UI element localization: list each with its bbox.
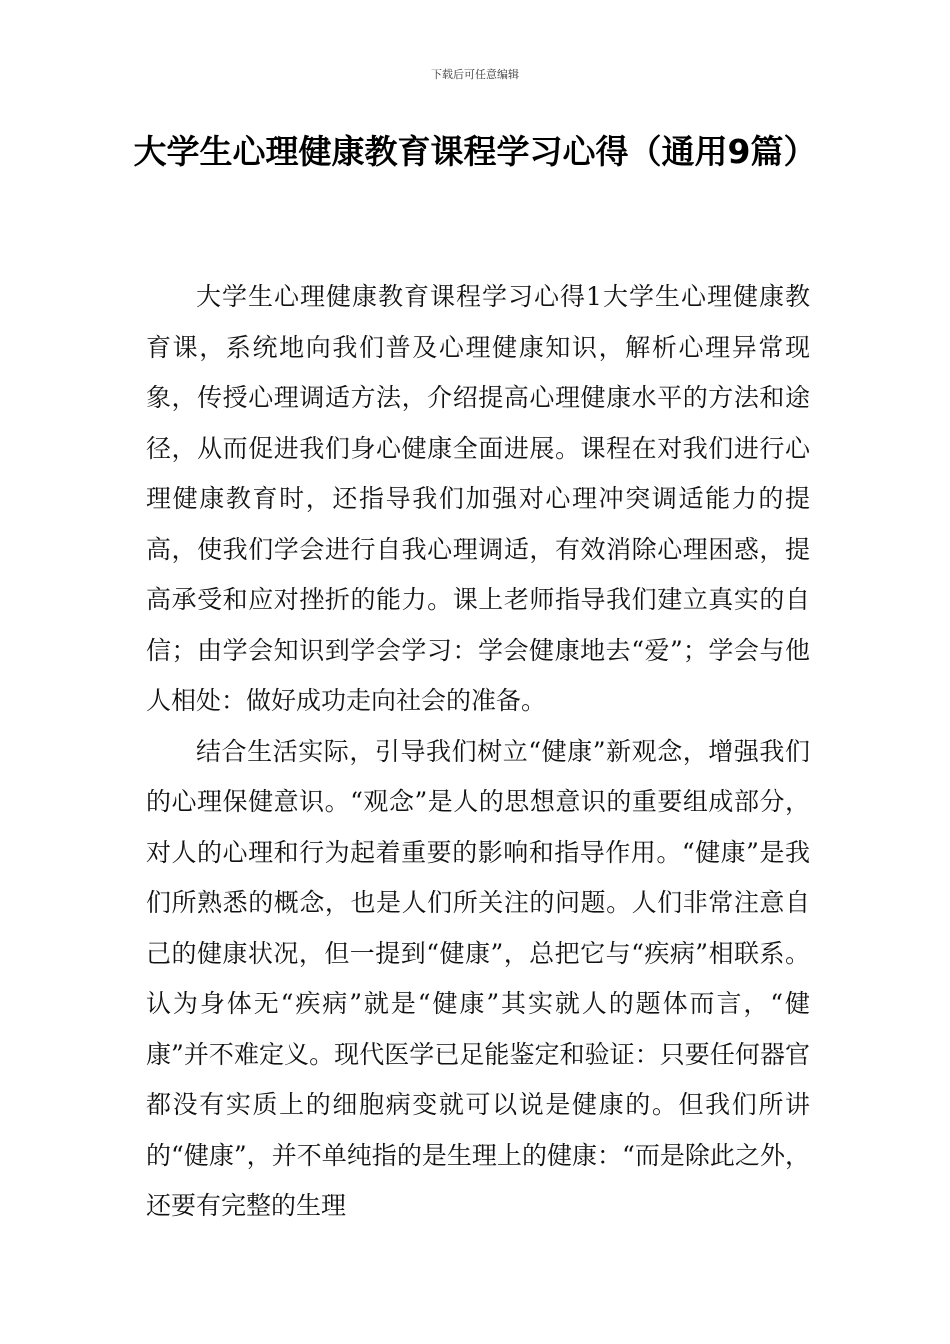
page-header: 下载后可任意编辑 — [431, 68, 519, 81]
document-title: 大学生心理健康教育课程学习心得（通用9篇） — [133, 132, 817, 171]
paragraph-2: 结合生活实际，引导我们树立“健康”新观念，增强我们的心理保健意识。“观念”是人的思想意识的重要组成部分，对人的心理和行为起着重要的影响和指导作用。“健康”是我们所熟悉的概念，也是人们所关注的问题。人们非常注意自己的健康状况，但一提到“健康”，总把它与“疾病”相联系。认为身体无“疾病”就是“健康”其实就人的题体而言，“健康”并不难定义。现代医学已足能鉴定和验证：只要任何器官都没有实质上的细胞病变就可以说是健康的。但我们所讲的“健康”，并不单纯指的是生理上的健康：“而是除此之外，还要有完整的生理 — [146, 736, 810, 1220]
paragraph-1: 大学生心理健康教育课程学习心得1大学生心理健康教育课，系统地向我们普及心理健康知识，解析心理异常现象，传授心理调适方法，介绍提高心理健康水平的方法和途径，从而促进我们身心健康全面进展。课程在对我们进行心理健康教育时，还指导我们加强对心理冲突调适能力的提高，使我们学会进行自我心理调适，有效消除心理困惑，提高承受和应对挫折的能力。课上老师指导我们建立真实的自信；由学会知识到学会学习：学会健康地去“爱”；学会与他人相处：做好成功走向社会的准备。 — [146, 282, 810, 715]
document-body — [146, 272, 810, 1232]
